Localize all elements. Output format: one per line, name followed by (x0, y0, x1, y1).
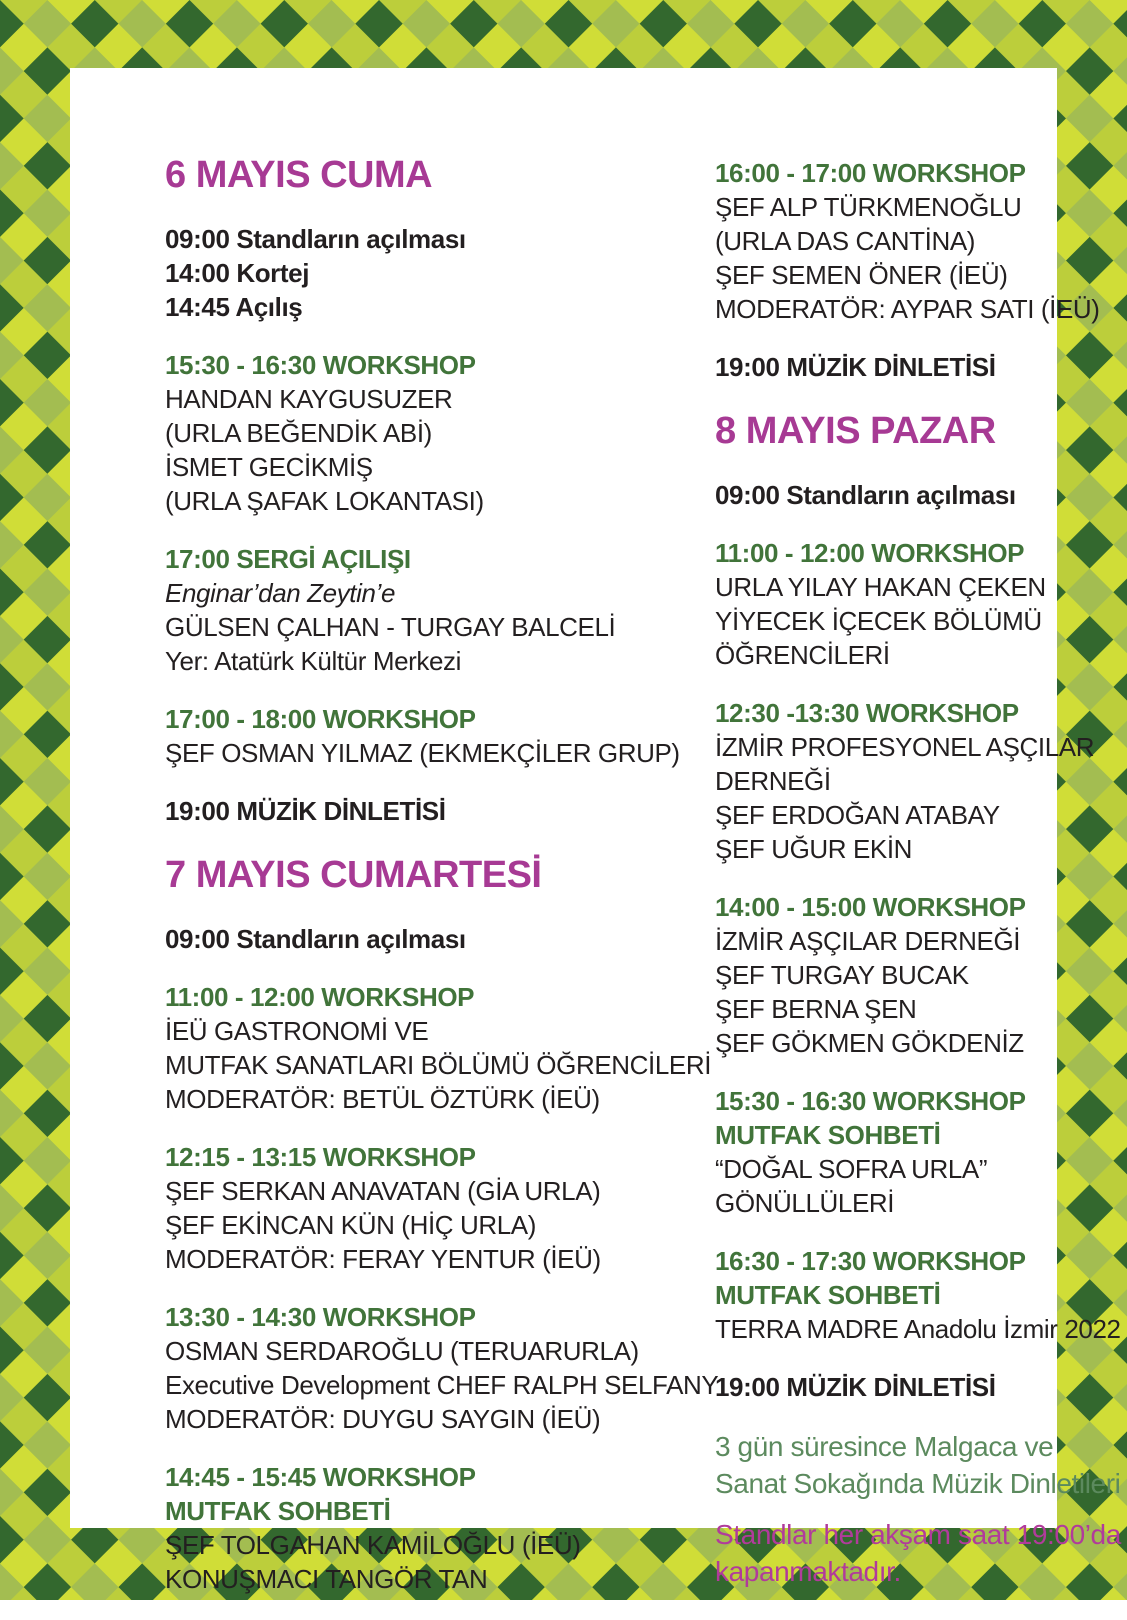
schedule-line: İZMİR AŞÇILAR DERNEĞİ (715, 926, 1021, 956)
schedule-line: Yer: Atatürk Kültür Merkezi (165, 646, 462, 676)
schedule-line: (URLA DAS CANTİNA) (715, 226, 976, 256)
schedule-line: MODERATÖR: AYPAR SATI (İEÜ) (715, 294, 1100, 324)
schedule-line: TERRA MADRE Anadolu İzmir 2022 (715, 1314, 1121, 1344)
schedule-line: kapanmaktadır. (715, 1556, 901, 1587)
schedule-line: 16:00 - 17:00 WORKSHOP (715, 158, 1026, 188)
schedule-line: KONUŞMACI TANGÖR TAN (165, 1564, 488, 1594)
schedule-line: ŞEF OSMAN YILMAZ (EKMEKÇİLER GRUP) (165, 738, 680, 768)
schedule-block (165, 980, 713, 1116)
schedule-block (715, 1084, 1127, 1220)
schedule-line: ŞEF ERDOĞAN ATABAY (715, 800, 1000, 830)
schedule-block (715, 350, 1127, 384)
schedule-line: İSMET GECİKMİŞ (165, 452, 373, 482)
schedule-line: 19:00 MÜZİK DİNLETİSİ (165, 796, 446, 826)
schedule-line: YİYECEK İÇECEK BÖLÜMÜ (715, 606, 1042, 636)
schedule-line: 12:30 -13:30 WORKSHOP (715, 698, 1019, 728)
schedule-line: ŞEF SERKAN ANAVATAN (GİA URLA) (165, 1176, 601, 1206)
content-panel (70, 68, 1121, 1594)
schedule-block (165, 794, 713, 828)
schedule-block (165, 1460, 713, 1596)
schedule-line: (URLA ŞAFAK LOKANTASI) (165, 486, 484, 516)
day-title: 8 MAYIS PAZAR (715, 410, 996, 452)
schedule-line: ŞEF UĞUR EKİN (715, 834, 913, 864)
schedule-line: ŞEF SEMEN ÖNER (İEÜ) (715, 260, 1008, 290)
schedule-line: İZMİR PROFESYONEL AŞÇILAR (715, 732, 1095, 762)
schedule-block (165, 348, 713, 518)
schedule-line: ŞEF GÖKMEN GÖKDENİZ (715, 1028, 1024, 1058)
day-title-block (165, 152, 713, 198)
column-left (165, 152, 719, 1620)
column-right (715, 156, 1127, 1604)
schedule-line: Standlar her akşam saat 19:00’da (715, 1519, 1121, 1550)
schedule-line: ŞEF BERNA ŞEN (715, 994, 917, 1024)
schedule-line: 17:00 SERGİ AÇILIŞI (165, 544, 411, 574)
schedule-line: “DOĞAL SOFRA URLA” (715, 1154, 988, 1184)
day-title: 7 MAYIS CUMARTESİ (165, 854, 542, 896)
schedule-line: ŞEF TOLGAHAN KAMİLOĞLU (İEÜ) (165, 1530, 581, 1560)
schedule-block (715, 536, 1127, 672)
schedule-line: ŞEF EKİNCAN KÜN (HİÇ URLA) (165, 1210, 536, 1240)
schedule-line: 15:30 - 16:30 WORKSHOP (715, 1086, 1026, 1116)
schedule-block (165, 1300, 719, 1436)
schedule-line: 19:00 MÜZİK DİNLETİSİ (715, 1372, 996, 1402)
schedule-line: GÜLSEN ÇALHAN - TURGAY BALCELİ (165, 612, 616, 642)
schedule-line: GÖNÜLLÜLERİ (715, 1188, 895, 1218)
schedule-line: 11:00 - 12:00 WORKSHOP (165, 982, 475, 1012)
schedule-line: URLA YILAY HAKAN ÇEKEN (715, 572, 1046, 602)
note-block (715, 1516, 1127, 1590)
schedule-line: 15:30 - 16:30 WORKSHOP (165, 350, 476, 380)
schedule-line: 09:00 Standların açılması (165, 224, 466, 254)
schedule-line: MODERATÖR: FERAY YENTUR (İEÜ) (165, 1244, 601, 1274)
schedule-line: Executive Development CHEF RALPH SELFANY (165, 1370, 719, 1400)
schedule-line: MODERATÖR: DUYGU SAYGIN (İEÜ) (165, 1404, 601, 1434)
schedule-block (715, 1244, 1127, 1346)
day-title-block (715, 408, 1127, 454)
schedule-block (715, 478, 1127, 512)
schedule-line: 14:00 - 15:00 WORKSHOP (715, 892, 1026, 922)
schedule-line: ŞEF TURGAY BUCAK (715, 960, 969, 990)
schedule-line: 11:00 - 12:00 WORKSHOP (715, 538, 1025, 568)
schedule-line: DERNEĞİ (715, 766, 831, 796)
day-title: 6 MAYIS CUMA (165, 154, 433, 196)
schedule-line: 14:45 Açılış (165, 292, 303, 322)
schedule-line: MODERATÖR: BETÜL ÖZTÜRK (İEÜ) (165, 1084, 600, 1114)
schedule-block (165, 702, 713, 770)
schedule-block (715, 1370, 1127, 1404)
schedule-line: MUTFAK SOHBETİ (165, 1496, 391, 1526)
schedule-line: OSMAN SERDAROĞLU (TERUARURLA) (165, 1336, 639, 1366)
schedule-line: 09:00 Standların açılması (715, 480, 1016, 510)
note-block (715, 1428, 1127, 1502)
schedule-line: 09:00 Standların açılması (165, 924, 466, 954)
schedule-line: 16:30 - 17:30 WORKSHOP (715, 1246, 1026, 1276)
schedule-line: 12:15 - 13:15 WORKSHOP (165, 1142, 476, 1172)
schedule-line: 13:30 - 14:30 WORKSHOP (165, 1302, 476, 1332)
schedule-line: ŞEF ALP TÜRKMENOĞLU (715, 192, 1022, 222)
schedule-line: İEÜ GASTRONOMİ VE (165, 1016, 429, 1046)
schedule-block (165, 922, 713, 956)
schedule-line: Sanat Sokağında Müzik Dinletileri (715, 1468, 1121, 1499)
schedule-block (165, 1140, 713, 1276)
schedule-line: (URLA BEĞENDİK ABİ) (165, 418, 432, 448)
schedule-line: MUTFAK SANATLARI BÖLÜMÜ ÖĞRENCİLERİ (165, 1050, 712, 1080)
schedule-block (715, 890, 1127, 1060)
schedule-line: HANDAN KAYGUSUZER (165, 384, 453, 414)
schedule-line: MUTFAK SOHBETİ (715, 1280, 941, 1310)
schedule-block (715, 696, 1127, 866)
schedule-line: 17:00 - 18:00 WORKSHOP (165, 704, 476, 734)
schedule-line: ÖĞRENCİLERİ (715, 640, 890, 670)
schedule-line: 3 gün süresince Malgaca ve (715, 1431, 1054, 1462)
schedule-line: 14:45 - 15:45 WORKSHOP (165, 1462, 476, 1492)
schedule-line: MUTFAK SOHBETİ (715, 1120, 941, 1150)
schedule-line: 19:00 MÜZİK DİNLETİSİ (715, 352, 996, 382)
schedule-block (715, 156, 1127, 326)
day-title-block (165, 852, 713, 898)
schedule-line: 14:00 Kortej (165, 258, 310, 288)
schedule-block (165, 222, 713, 324)
schedule-block (165, 542, 713, 678)
schedule-line: Enginar’dan Zeytin’e (165, 578, 395, 608)
